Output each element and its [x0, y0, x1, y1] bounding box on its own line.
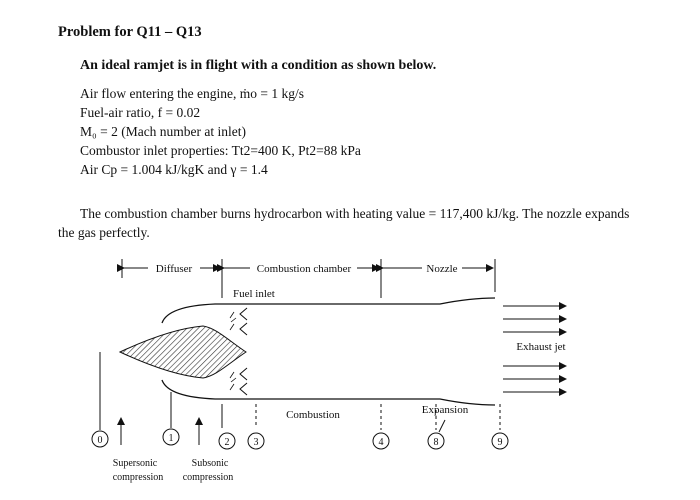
- problem-paragraph: The combustion chamber burns hydrocarbon with heating value = 117,400 kJ/kg. The nozzle expands the gas perfectly.: [58, 206, 630, 240]
- svg-text:2: 2: [224, 437, 230, 448]
- station-4: [373, 433, 389, 449]
- svg-text:8: 8: [433, 437, 439, 448]
- label-nozzle: Nozzle: [426, 263, 458, 275]
- center-body-spike: [120, 326, 246, 378]
- label-exhaust-jet: Exhaust jet: [516, 341, 566, 353]
- given-combustor-inlet: Combustor inlet properties: Tt2=400 K, Pt2=88 kPa: [80, 143, 361, 158]
- label-expansion: Expansion: [421, 404, 469, 416]
- svg-text:3: 3: [253, 437, 259, 448]
- fuel-injector-lower: [230, 368, 247, 395]
- svg-text:4: 4: [378, 437, 384, 448]
- station-8: [428, 433, 444, 449]
- given-cp-gamma: Air Cp = 1.004 kJ/kgK and γ = 1.4: [80, 162, 268, 177]
- label-diffuser: Diffuser: [155, 263, 193, 275]
- svg-text:9: 9: [497, 437, 503, 448]
- station-3: [248, 433, 264, 449]
- fuel-injector-upper: [230, 308, 247, 335]
- label-supersonic-compression: compression: [112, 472, 164, 483]
- label-combustion-chamber: Combustion chamber: [256, 263, 352, 275]
- station-2: [219, 433, 235, 449]
- svg-text:0: 0: [97, 435, 103, 446]
- label-subsonic-compression: compression: [182, 472, 234, 483]
- upper-wall: [162, 298, 495, 323]
- label-subsonic: Subsonic: [191, 458, 229, 469]
- station-1: [163, 429, 179, 445]
- given-mass-flow: Air flow entering the engine, ṁo = 1 kg/s: [80, 86, 304, 101]
- label-supersonic: Supersonic: [112, 458, 158, 469]
- problem-title: Problem for Q11 – Q13: [58, 24, 202, 40]
- svg-text:1: 1: [168, 433, 174, 444]
- expansion-leader: [439, 420, 445, 432]
- lower-wall: [162, 380, 495, 405]
- label-combustion: Combustion: [286, 409, 340, 421]
- station-0: [92, 431, 108, 447]
- given-mach: M₀ = 2 (Mach number at inlet): [80, 124, 247, 139]
- label-fuel-inlet: Fuel inlet: [233, 288, 275, 300]
- problem-intro: An ideal ramjet is in flight with a condition as shown below.: [80, 58, 437, 73]
- station-9: [492, 433, 508, 449]
- given-fuel-air-ratio: Fuel-air ratio, f = 0.02: [80, 105, 201, 120]
